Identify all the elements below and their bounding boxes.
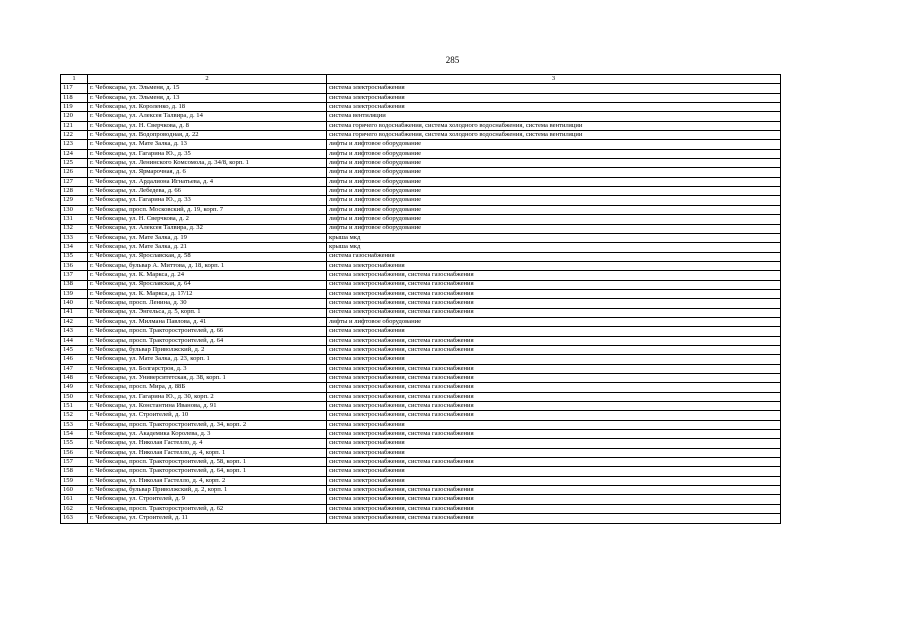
table-row	[61, 317, 781, 326]
address-cell: г. Чебоксары, ул. Мате Залка, д. 23, корп. 1	[88, 355, 327, 364]
systems-cell: система электроснабжения, система газоснабжения	[327, 411, 781, 420]
systems-cell: система электроснабжения	[327, 420, 781, 429]
systems-cell: система газоснабжения	[327, 252, 781, 261]
address-cell: г. Чебоксары, ул. Энгельса, д. 5, корп. 1	[88, 308, 327, 317]
row-number-cell: 142	[61, 317, 88, 326]
address-cell: г. Чебоксары, ул. Н. Сверчкова, д. 8	[88, 121, 327, 130]
address-cell: г. Чебоксары, ул. Гагарина Ю., д. 33	[88, 196, 327, 205]
table-row	[61, 476, 781, 485]
systems-cell: система электроснабжения	[327, 476, 781, 485]
systems-cell: система вентиляции	[327, 112, 781, 121]
systems-cell: крыша мкд	[327, 233, 781, 242]
column-header-1: 1	[61, 75, 88, 84]
table-row	[61, 261, 781, 270]
table-row	[61, 420, 781, 429]
systems-cell: система электроснабжения	[327, 448, 781, 457]
systems-cell: система электроснабжения, система газоснабжения	[327, 430, 781, 439]
table-row	[61, 112, 781, 121]
table-row	[61, 121, 781, 130]
row-number-cell: 122	[61, 131, 88, 140]
systems-cell: система электроснабжения	[327, 355, 781, 364]
table-row	[61, 448, 781, 457]
address-cell: г. Чебоксары, просп. Московский, д. 19, корп. 7	[88, 205, 327, 214]
address-cell: г. Чебоксары, ул. Милмана Павлова, д. 41	[88, 317, 327, 326]
systems-cell: система электроснабжения, система газоснабжения	[327, 345, 781, 354]
systems-cell: система электроснабжения, система газоснабжения	[327, 495, 781, 504]
address-cell: г. Чебоксары, ул. Мате Залка, д. 19	[88, 233, 327, 242]
address-cell: г. Чебоксары, бульвар Приволжский, д. 2	[88, 345, 327, 354]
address-cell: г. Чебоксары, ул. Ардалиона Игнатьева, д. 4	[88, 177, 327, 186]
row-number-cell: 135	[61, 252, 88, 261]
table-row	[61, 168, 781, 177]
address-cell: г. Чебоксары, просп. Тракторостроителей, д. 66	[88, 327, 327, 336]
table-row	[61, 504, 781, 513]
systems-cell: лифты и лифтовое оборудование	[327, 317, 781, 326]
systems-cell: лифты и лифтовое оборудование	[327, 187, 781, 196]
row-number-cell: 129	[61, 196, 88, 205]
row-number-cell: 121	[61, 121, 88, 130]
table-row	[61, 187, 781, 196]
row-number-cell: 153	[61, 420, 88, 429]
address-cell: г. Чебоксары, ул. Константина Иванова, д. 91	[88, 402, 327, 411]
table-row	[61, 374, 781, 383]
table-row	[61, 514, 781, 523]
row-number-cell: 151	[61, 402, 88, 411]
systems-cell: система электроснабжения, система газоснабжения	[327, 383, 781, 392]
systems-cell: система электроснабжения, система газоснабжения	[327, 374, 781, 383]
row-number-cell: 146	[61, 355, 88, 364]
systems-cell: лифты и лифтовое оборудование	[327, 149, 781, 158]
row-number-cell: 141	[61, 308, 88, 317]
row-number-cell: 155	[61, 439, 88, 448]
systems-cell: лифты и лифтовое оборудование	[327, 224, 781, 233]
page-number: 285	[445, 55, 460, 65]
row-number-cell: 154	[61, 430, 88, 439]
row-number-cell: 159	[61, 476, 88, 485]
address-cell: г. Чебоксары, просп. Ленина, д. 30	[88, 299, 327, 308]
table-row	[61, 280, 781, 289]
row-number-cell: 126	[61, 168, 88, 177]
row-number-cell: 161	[61, 495, 88, 504]
address-cell: г. Чебоксары, ул. Ленинского Комсомола, д. 34/8, корп. 1	[88, 159, 327, 168]
address-cell: г. Чебоксары, ул. Гагарина Ю., д. 35	[88, 149, 327, 158]
table-row	[61, 149, 781, 158]
systems-cell: система электроснабжения, система газоснабжения	[327, 514, 781, 523]
address-cell: г. Чебоксары, ул. Ярославская, д. 58	[88, 252, 327, 261]
row-number-cell: 147	[61, 364, 88, 373]
systems-cell: лифты и лифтовое оборудование	[327, 196, 781, 205]
address-cell: г. Чебоксары, ул. Николая Гастелло, д. 4, корп. 2	[88, 476, 327, 485]
address-cell: г. Чебоксары, ул. Водопроводная, д. 22	[88, 131, 327, 140]
address-cell: г. Чебоксары, ул. Строителей, д. 9	[88, 495, 327, 504]
row-number-cell: 156	[61, 448, 88, 457]
row-number-cell: 138	[61, 280, 88, 289]
table-row	[61, 215, 781, 224]
table-row	[61, 345, 781, 354]
address-cell: г. Чебоксары, ул. Университетская, д. 38, корп. 1	[88, 374, 327, 383]
systems-cell: лифты и лифтовое оборудование	[327, 205, 781, 214]
systems-cell: лифты и лифтовое оборудование	[327, 168, 781, 177]
row-number-cell: 127	[61, 177, 88, 186]
table-body	[61, 84, 781, 523]
row-number-cell: 130	[61, 205, 88, 214]
systems-cell: система электроснабжения	[327, 93, 781, 102]
systems-cell: система горячего водоснабжения, система холодного водоснабжения, система вентиляции	[327, 131, 781, 140]
address-cell: г. Чебоксары, просп. Тракторостроителей, д. 64, корп. 1	[88, 467, 327, 476]
table-row	[61, 486, 781, 495]
table-row	[61, 383, 781, 392]
systems-cell: лифты и лифтовое оборудование	[327, 140, 781, 149]
systems-cell: система электроснабжения, система газоснабжения	[327, 504, 781, 513]
row-number-cell: 144	[61, 336, 88, 345]
systems-cell: система электроснабжения, система газоснабжения	[327, 308, 781, 317]
address-cell: г. Чебоксары, ул. К. Маркса, д. 17/12	[88, 289, 327, 298]
row-number-cell: 148	[61, 374, 88, 383]
address-cell: г. Чебоксары, ул. Строителей, д. 10	[88, 411, 327, 420]
table-row	[61, 411, 781, 420]
address-cell: г. Чебоксары, бульвар А. Миттова, д. 18, корп. 1	[88, 261, 327, 270]
table-row	[61, 467, 781, 476]
systems-cell: система электроснабжения	[327, 327, 781, 336]
systems-cell: система электроснабжения, система газоснабжения	[327, 458, 781, 467]
systems-cell: система электроснабжения, система газоснабжения	[327, 392, 781, 401]
address-cell: г. Чебоксары, просп. Тракторостроителей, д. 34, корп. 2	[88, 420, 327, 429]
address-cell: г. Чебоксары, просп. Тракторостроителей, д. 58, корп. 1	[88, 458, 327, 467]
table-row	[61, 355, 781, 364]
row-number-cell: 160	[61, 486, 88, 495]
row-number-cell: 163	[61, 514, 88, 523]
row-number-cell: 118	[61, 93, 88, 102]
table-row	[61, 196, 781, 205]
address-cell: г. Чебоксары, ул. Гагарина Ю., д. 30, корп. 2	[88, 392, 327, 401]
row-number-cell: 140	[61, 299, 88, 308]
row-number-cell: 150	[61, 392, 88, 401]
address-cell: г. Чебоксары, ул. Николая Гастелло, д. 4	[88, 439, 327, 448]
row-number-cell: 132	[61, 224, 88, 233]
address-cell: г. Чебоксары, ул. Лебедева, д. 66	[88, 187, 327, 196]
systems-cell: система электроснабжения	[327, 261, 781, 270]
address-cell: г. Чебоксары, ул. К. Маркса, д. 24	[88, 271, 327, 280]
address-cell: г. Чебоксары, ул. Мате Залка, д. 13	[88, 140, 327, 149]
table-row	[61, 299, 781, 308]
table-row	[61, 224, 781, 233]
address-cell: г. Чебоксары, ул. Строителей, д. 11	[88, 514, 327, 523]
address-cell: г. Чебоксары, ул. Ярославская, д. 64	[88, 280, 327, 289]
table-row	[61, 364, 781, 373]
table-row	[61, 103, 781, 112]
column-number-row	[61, 75, 781, 84]
row-number-cell: 124	[61, 149, 88, 158]
address-cell: г. Чебоксары, ул. Н. Сверчкова, д. 2	[88, 215, 327, 224]
address-cell: г. Чебоксары, ул. Алексея Талвира, д. 14	[88, 112, 327, 121]
systems-cell: система электроснабжения, система газоснабжения	[327, 299, 781, 308]
systems-cell: система электроснабжения, система газоснабжения	[327, 402, 781, 411]
row-number-cell: 136	[61, 261, 88, 270]
address-cell: г. Чебоксары, ул. Ярмарочная, д. 6	[88, 168, 327, 177]
address-cell: г. Чебоксары, ул. Эльменя, д. 13	[88, 93, 327, 102]
systems-cell: лифты и лифтовое оборудование	[327, 215, 781, 224]
row-number-cell: 133	[61, 233, 88, 242]
row-number-cell: 152	[61, 411, 88, 420]
table-row	[61, 159, 781, 168]
address-cell: г. Чебоксары, ул. Николая Гастелло, д. 4, корп. 1	[88, 448, 327, 457]
table-row	[61, 271, 781, 280]
address-cell: г. Чебоксары, просп. Тракторостроителей, д. 64	[88, 336, 327, 345]
systems-cell: система электроснабжения, система газоснабжения	[327, 336, 781, 345]
systems-cell: система электроснабжения	[327, 467, 781, 476]
row-number-cell: 139	[61, 289, 88, 298]
address-cell: г. Чебоксары, ул. Болгарстроя, д. 3	[88, 364, 327, 373]
table-row	[61, 327, 781, 336]
table-row	[61, 402, 781, 411]
table-row	[61, 177, 781, 186]
systems-cell: система электроснабжения, система газоснабжения	[327, 271, 781, 280]
systems-cell: лифты и лифтовое оборудование	[327, 177, 781, 186]
systems-cell: лифты и лифтовое оборудование	[327, 159, 781, 168]
row-number-cell: 149	[61, 383, 88, 392]
row-number-cell: 158	[61, 467, 88, 476]
table-row	[61, 430, 781, 439]
address-cell: г. Чебоксары, ул. Короленко, д. 18	[88, 103, 327, 112]
table-row	[61, 140, 781, 149]
systems-cell: система электроснабжения, система газоснабжения	[327, 289, 781, 298]
table-row	[61, 84, 781, 93]
table-row	[61, 289, 781, 298]
address-cell: г. Чебоксары, ул. Алексея Талвира, д. 32	[88, 224, 327, 233]
address-cell: г. Чебоксары, бульвар Приволжский, д. 2, корп. 1	[88, 486, 327, 495]
row-number-cell: 157	[61, 458, 88, 467]
row-number-cell: 134	[61, 243, 88, 252]
row-number-cell: 131	[61, 215, 88, 224]
table-row	[61, 252, 781, 261]
systems-cell: система электроснабжения, система газоснабжения	[327, 486, 781, 495]
systems-cell: система электроснабжения	[327, 103, 781, 112]
registry-table	[60, 74, 781, 524]
column-header-2: 2	[88, 75, 327, 84]
systems-cell: крыша мкд	[327, 243, 781, 252]
table-row	[61, 233, 781, 242]
table-row	[61, 439, 781, 448]
column-header-3: 3	[327, 75, 781, 84]
systems-cell: система электроснабжения, система газоснабжения	[327, 280, 781, 289]
table-row	[61, 131, 781, 140]
row-number-cell: 128	[61, 187, 88, 196]
table-row	[61, 308, 781, 317]
table-row	[61, 93, 781, 102]
address-cell: г. Чебоксары, ул. Академика Королева, д. 3	[88, 430, 327, 439]
systems-cell: система электроснабжения	[327, 84, 781, 93]
row-number-cell: 120	[61, 112, 88, 121]
row-number-cell: 162	[61, 504, 88, 513]
systems-cell: система электроснабжения	[327, 439, 781, 448]
table-row	[61, 495, 781, 504]
row-number-cell: 117	[61, 84, 88, 93]
table-row	[61, 205, 781, 214]
address-cell: г. Чебоксары, ул. Мате Залка, д. 21	[88, 243, 327, 252]
address-cell: г. Чебоксары, просп. Тракторостроителей, д. 62	[88, 504, 327, 513]
table-row	[61, 392, 781, 401]
systems-cell: система электроснабжения, система газоснабжения	[327, 364, 781, 373]
systems-cell: система горячего водоснабжения, система холодного водоснабжения, система вентиляции	[327, 121, 781, 130]
row-number-cell: 123	[61, 140, 88, 149]
row-number-cell: 143	[61, 327, 88, 336]
row-number-cell: 137	[61, 271, 88, 280]
table-row	[61, 336, 781, 345]
address-cell: г. Чебоксары, просп. Мира, д. 88Б	[88, 383, 327, 392]
row-number-cell: 125	[61, 159, 88, 168]
table-row	[61, 243, 781, 252]
row-number-cell: 145	[61, 345, 88, 354]
address-cell: г. Чебоксары, ул. Эльменя, д. 15	[88, 84, 327, 93]
table-row	[61, 458, 781, 467]
row-number-cell: 119	[61, 103, 88, 112]
